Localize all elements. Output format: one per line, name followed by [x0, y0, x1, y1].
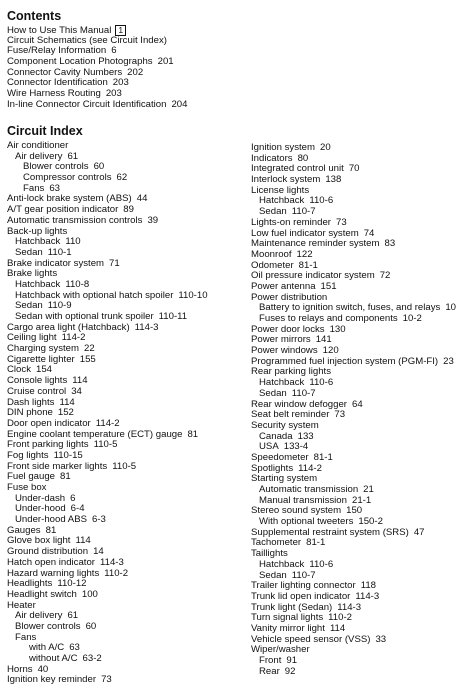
page-number: 21 — [363, 484, 374, 495]
page-number: 64 — [352, 398, 363, 410]
entry-title: Hatchback — [259, 377, 305, 389]
page-number: 110-11 — [158, 311, 188, 322]
entry-title: Odometer — [251, 259, 294, 271]
entry-title: Integrated control unit — [251, 163, 344, 175]
entry-title: A/T gear position indicator — [7, 204, 119, 216]
entry-title: Ground distribution — [7, 546, 89, 558]
entry-title: Sedan — [259, 387, 287, 399]
page-number: 34 — [71, 385, 82, 397]
page-number: 110-2 — [328, 612, 352, 624]
page-number: 150-2 — [358, 516, 383, 528]
page-number: 133-4 — [283, 441, 309, 453]
entry-title: Back-up lights — [7, 225, 68, 237]
entry-title: Ceiling light — [7, 332, 57, 344]
page-number: 60 — [93, 161, 105, 173]
page-number: 20 — [320, 142, 331, 153]
entry-title: Air delivery — [15, 610, 63, 622]
page-number: 110-12 — [57, 578, 87, 590]
entry-title: Maintenance reminder system — [251, 238, 380, 250]
page-number: 62 — [116, 172, 128, 184]
entry-title: Turn signal lights — [251, 612, 324, 624]
contents-entry[interactable] — [7, 100, 447, 111]
page-number: 81 — [187, 428, 199, 440]
entry-title: Anti-lock brake system (ABS) — [7, 193, 132, 205]
entry-title: Fuel gauge — [7, 471, 56, 483]
page-number: 110-8 — [65, 278, 90, 290]
entry-title: Stereo sound system — [251, 505, 342, 517]
entry-title: Fuses to relays and components — [259, 313, 398, 324]
contents-heading: Contents — [7, 9, 62, 23]
page-number: 100 — [81, 588, 98, 600]
entry-title: Battery to ignition switch, fuses, and relays — [259, 302, 441, 314]
entry-title: Ignition key reminder — [7, 674, 97, 686]
page-number: 22 — [83, 343, 95, 355]
entry-title: Programmed fuel injection system (PGM-FI) — [251, 355, 439, 367]
page-number: 204 — [171, 98, 188, 110]
entry-title: Compressor controls — [23, 172, 112, 184]
entry-title: Circuit Schematics (see Circuit Index) — [7, 34, 167, 46]
entry-title: Door open indicator — [7, 417, 91, 429]
page-number: 110-7 — [291, 569, 316, 581]
entry-title: Sedan with optional trunk spoiler — [15, 311, 154, 322]
entry-title: Starting system — [251, 473, 318, 485]
entry-title: Sedan — [15, 246, 43, 258]
page-number: 114-3 — [134, 321, 159, 333]
entry-title: Component Location Photographs — [7, 56, 153, 68]
entry-title: Glove box light — [7, 535, 71, 547]
entry-title: Sedan — [259, 206, 287, 218]
page-number: 203 — [112, 77, 129, 89]
entry-title: Hatchback — [259, 195, 305, 207]
entry-title: Spotlights — [251, 462, 294, 474]
index-entry[interactable] — [7, 515, 242, 526]
entry-title: Hatchback — [15, 278, 61, 290]
entry-title: Engine coolant temperature (ECT) gauge — [7, 428, 183, 440]
entry-title: Power antenna — [251, 280, 316, 292]
page-number: 114-2 — [95, 417, 120, 429]
entry-title: Under-hood — [15, 503, 66, 515]
page-number: 110-6 — [309, 195, 334, 207]
entry-title: Oil pressure indicator system — [251, 270, 375, 282]
page-number: 114 — [72, 375, 88, 387]
page-number: 23 — [443, 355, 454, 367]
page-number: 44 — [136, 193, 148, 205]
entry-title: Hatch open indicator — [7, 556, 95, 568]
page-number: 110-10 — [178, 289, 208, 301]
entry-title: License lights — [251, 184, 310, 196]
entry-title: Manual transmission — [259, 494, 347, 506]
entry-title: Hatchback with optional hatch spoiler — [15, 289, 174, 301]
entry-title: Vehicle speed sensor (VSS) — [251, 633, 371, 645]
entry-title: Heater — [7, 599, 36, 611]
page-number: 151 — [320, 280, 337, 292]
circuit-index-heading: Circuit Index — [7, 124, 83, 138]
entry-title: Security system — [251, 419, 319, 431]
entry-title: Rear parking lights — [251, 366, 331, 378]
page-number: 201 — [157, 56, 174, 68]
entry-title: Horns — [7, 663, 33, 675]
entry-title: Rear — [259, 665, 280, 677]
entry-title: Cargo area light (Hatchback) — [7, 321, 130, 333]
entry-title: Blower controls — [15, 620, 81, 632]
entry-title: Trunk light (Sedan) — [251, 601, 333, 613]
page-number: 21-1 — [351, 494, 372, 506]
page-number: 10 — [445, 302, 456, 314]
page-number: 110-15 — [53, 449, 83, 461]
page-number: 1 — [115, 25, 126, 36]
page-number: 73 — [101, 674, 112, 686]
page-number: 81 — [45, 524, 57, 536]
index-entry[interactable] — [7, 675, 242, 686]
page-number: 154 — [36, 364, 53, 376]
entry-title: USA — [259, 441, 279, 453]
entry-title: Connector Cavity Numbers — [7, 66, 123, 78]
page-number: 110-9 — [47, 300, 72, 312]
page-number: 39 — [147, 214, 159, 226]
page-number: 6 — [111, 45, 117, 57]
page-number: 14 — [93, 546, 104, 558]
page-number: 110-7 — [291, 206, 316, 218]
entry-title: Wire Harness Routing — [7, 88, 101, 100]
entry-title: Tachometer — [251, 537, 302, 549]
page-number: 155 — [79, 353, 96, 365]
entry-title: Power windows — [251, 345, 318, 357]
entry-title: Brake indicator system — [7, 257, 105, 269]
entry-title: Trailer lighting connector — [251, 580, 356, 592]
page-number: 138 — [325, 174, 342, 186]
page-number: 60 — [85, 620, 97, 632]
page-number: 81-1 — [306, 537, 326, 549]
entry-title: Fuse/Relay Information — [7, 45, 107, 57]
entry-title: Fans — [23, 182, 45, 194]
entry-title: Sedan — [15, 300, 43, 312]
page-number: 73 — [334, 409, 346, 421]
page-number: 72 — [379, 270, 391, 282]
entry-title: Charging system — [7, 343, 79, 355]
entry-title: DIN phone — [7, 407, 53, 419]
entry-title: Fuse box — [7, 482, 47, 493]
entry-title: Trunk lid open indicator — [251, 590, 351, 602]
entry-title: Hatchback — [259, 558, 305, 570]
page-number: 110-2 — [104, 567, 129, 579]
page-number: 61 — [67, 150, 79, 162]
page-number: 122 — [296, 248, 313, 260]
entry-title: Under-dash — [15, 492, 66, 504]
page-number: 118 — [360, 580, 376, 592]
entry-title: Fans — [15, 631, 37, 643]
page-number: 40 — [37, 663, 49, 675]
page-number: 114 — [59, 396, 75, 408]
page-number: 70 — [348, 163, 360, 175]
entry-title: Canada — [259, 430, 293, 442]
entry-title: Wiper/washer — [251, 644, 310, 656]
page-number: 114 — [75, 535, 91, 547]
page-number: 202 — [127, 66, 144, 78]
entry-title: without A/C — [29, 653, 78, 664]
entry-title: Indicators — [251, 152, 293, 164]
entry-title: Brake lights — [7, 268, 58, 280]
entry-title: Power door locks — [251, 323, 325, 335]
entry-title: Moonroof — [251, 248, 292, 260]
entry-title: How to Use This Manual — [7, 25, 112, 36]
page-number: 92 — [284, 665, 296, 677]
page-number: 6-4 — [70, 503, 85, 515]
entry-title: Supplemental restraint system (SRS) — [251, 526, 409, 538]
entry-title: Headlights — [7, 578, 53, 590]
page-number: 63 — [69, 642, 80, 654]
entry-title: Front — [259, 655, 282, 666]
page-number: 110-1 — [47, 246, 72, 258]
page-number: 130 — [329, 323, 346, 335]
entry-title: Dash lights — [7, 396, 55, 408]
page-number: 203 — [105, 88, 122, 100]
entry-title: Headlight switch — [7, 588, 77, 600]
entry-title: Interlock system — [251, 174, 321, 186]
entry-title: Automatic transmission controls — [7, 214, 143, 226]
entry-title: Cruise control — [7, 385, 67, 397]
entry-title: Taillights — [251, 548, 288, 560]
page-number: 110-5 — [93, 439, 118, 451]
entry-title: Hazard warning lights — [7, 567, 100, 579]
circuit-index-left-column — [7, 141, 242, 686]
page-number: 33 — [375, 633, 387, 645]
entry-title: Under-hood ABS — [15, 514, 87, 526]
page-number: 133 — [297, 430, 314, 442]
entry-title: Connector Identification — [7, 77, 108, 89]
entry-title: Front parking lights — [7, 439, 89, 451]
page-number: 150 — [346, 505, 363, 517]
entry-title: Seat belt reminder — [251, 409, 330, 421]
entry-title: With optional tweeters — [259, 516, 354, 528]
index-entry[interactable] — [251, 645, 473, 656]
entry-title: Speedometer — [251, 451, 309, 463]
entry-title: Clock — [7, 364, 31, 376]
page-number: 114-2 — [61, 332, 86, 344]
page-number: 63-2 — [82, 653, 102, 664]
page-number: 47 — [413, 526, 425, 538]
entry-title: Fog lights — [7, 449, 49, 461]
entry-title: Power distribution — [251, 291, 328, 303]
page-number: 110-7 — [291, 387, 316, 399]
index-entry[interactable] — [7, 622, 242, 633]
page-number: 81 — [60, 471, 71, 483]
entry-title: Hatchback — [15, 236, 61, 248]
page-number: 81-1 — [298, 259, 318, 271]
page-number: 114 — [329, 622, 346, 634]
index-entry[interactable] — [251, 667, 473, 678]
entry-title: with A/C — [29, 642, 65, 654]
page-number: 6-3 — [92, 514, 106, 526]
page-number: 91 — [286, 655, 298, 666]
page-number: 6 — [70, 492, 76, 504]
page-number: 10-2 — [402, 313, 422, 324]
entry-title: Lights-on reminder — [251, 216, 331, 228]
entry-title: Cigarette lighter — [7, 353, 75, 365]
page-number: 120 — [322, 345, 339, 357]
page-number: 80 — [297, 152, 309, 164]
page-number: 110 — [65, 236, 81, 248]
entry-title: Air conditioner — [7, 140, 69, 151]
page-number: 73 — [336, 216, 347, 228]
entry-title: Sedan — [259, 569, 287, 581]
page-number: 81-1 — [313, 451, 333, 463]
entry-title: Air delivery — [15, 150, 63, 162]
page-number: 114-3 — [337, 601, 362, 613]
page-number: 110-5 — [112, 460, 137, 472]
page-number: 114-2 — [298, 462, 322, 474]
entry-title: In-line Connector Circuit Identification — [7, 98, 167, 110]
entry-title: Low fuel indicator system — [251, 227, 359, 239]
contents-list — [7, 25, 447, 111]
page-number: 152 — [57, 407, 74, 419]
page-number: 83 — [384, 238, 396, 250]
circuit-index-right-column — [251, 143, 473, 677]
entry-title: Gauges — [7, 524, 41, 536]
page-number: 89 — [123, 204, 134, 216]
entry-title: Power mirrors — [251, 334, 311, 346]
entry-title: Blower controls — [23, 161, 89, 173]
page-number: 63 — [49, 182, 61, 194]
page-number: 141 — [315, 334, 332, 346]
page-number: 114-3 — [355, 590, 380, 602]
page-number: 110-6 — [309, 558, 334, 570]
entry-title: Vanity mirror light — [251, 622, 325, 634]
entry-title: Console lights — [7, 375, 68, 387]
page-number: 114-3 — [100, 556, 124, 568]
entry-title: Front side marker lights — [7, 460, 108, 472]
index-entry[interactable] — [7, 590, 242, 601]
entry-title: Automatic transmission — [259, 484, 359, 495]
entry-title: Rear window defogger — [251, 398, 347, 410]
page-number: 74 — [363, 227, 375, 239]
page-number: 61 — [67, 610, 79, 622]
page-number: 110-6 — [309, 377, 334, 389]
entry-title: Ignition system — [251, 142, 315, 153]
page-number: 71 — [109, 257, 120, 269]
